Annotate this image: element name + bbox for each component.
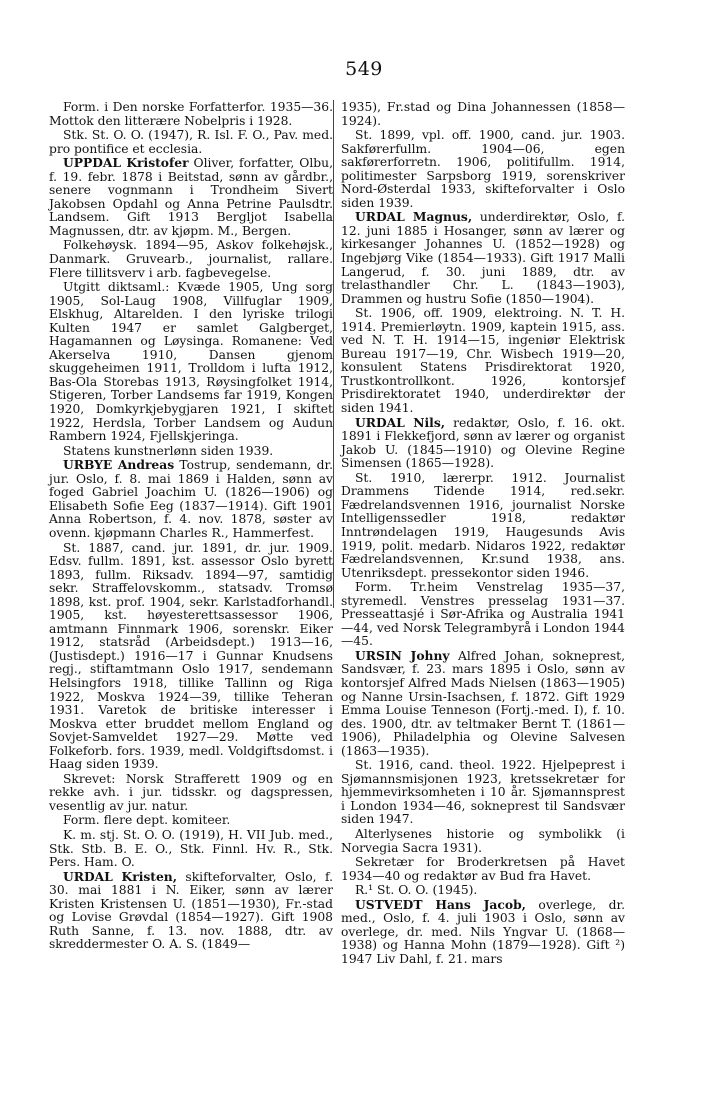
paragraph bbox=[49, 828, 333, 870]
paragraph-text: 1935), Fr.stad og Dina Johannessen (1858—1924). bbox=[341, 100, 625, 128]
entry-name: URSIN Johny bbox=[355, 647, 450, 663]
entry-name: UPPDAL Kristofer bbox=[63, 155, 189, 171]
paragraph bbox=[49, 100, 333, 128]
entry-name: URBYE Andreas bbox=[63, 457, 175, 473]
entry-name: URDAL Kristen, bbox=[63, 868, 178, 884]
paragraph bbox=[341, 128, 625, 210]
paragraph-text: R.¹ St. O. O. (1945). bbox=[355, 883, 478, 898]
paragraph bbox=[49, 280, 333, 444]
paragraph-text: Oliver, forfatter, Olbu, f. 19. febr. 1878 i Beitstad, sønn av gårdbr., senere vognmann i Trondheim Sivert Jakobsen Opdahl og Anna Petrine Paulsdtr. Landsem. Gift 1913 Bergljot Isabella Magnussen, dtr. av kjøpm. M., Bergen. bbox=[49, 156, 333, 238]
entry-name: URDAL Magnus, bbox=[355, 209, 473, 225]
biography-entry bbox=[49, 870, 333, 952]
paragraph bbox=[49, 541, 333, 772]
paragraph-text: underdirektør, Oslo, f. 12. juni 1885 i Hosanger, sønn av lærer og kirkesanger Johannes U. (1852—1928) og Ingebjørg Vike (1854—1933). Gift 1917 Malli Langerud, f. 30. juni 1889, dtr. av trelasthandler Chr. L. (1843—1903), Drammen og hustru Sofie (1850—1904). bbox=[341, 210, 625, 306]
paragraph bbox=[49, 128, 333, 156]
biography-entry bbox=[49, 156, 333, 238]
paragraph-text: Tostrup, sendemann, dr. jur. Oslo, f. 8. mai 1869 i Halden, sønn av foged Gabriel Joachim U. (1826—1906) og Elisabeth Sofie Eeg (1837—1914). Gift 1901 Anna Robertson, f. 4. nov. 1878, søster av ovenn. kjøpmann Charles R., Hammerfest. bbox=[49, 458, 333, 540]
biography-entry bbox=[49, 458, 333, 540]
paragraph-text: redaktør, Oslo, f. 16. okt. 1891 i Flekkefjord, sønn av lærer og organist Jakob U. (1845—1910) og Olevine Regine Simensen (1865—1928). bbox=[341, 415, 625, 471]
entry-name: USTVEDT Hans Jacob, bbox=[355, 896, 526, 912]
paragraph-text: Alfred Johan, sokneprest, Sandsvær, f. 23. mars 1895 i Oslo, sønn av kontorsjef Alfred Mads Nielsen (1863—1905) og Nanne Ursin-Isachsen, f. 1872. Gift 1929 Emma Louise Tenneson (Fortj.-med. I), f. 10. des. 1900, dtr. av teltmaker Bernt T. (1861—1906), Philadelphia og Olevine Salvesen (1863—1935). bbox=[341, 648, 625, 758]
entry-name: URDAL Nils, bbox=[355, 414, 446, 430]
column-divider bbox=[333, 100, 334, 608]
paragraph-text: Stk. St. O. O. (1947), R. Isl. F. O., Pav. med. pro pontifice et ecclesia. bbox=[49, 128, 333, 156]
paragraph bbox=[341, 306, 625, 415]
biography-entry bbox=[341, 210, 625, 306]
paragraph bbox=[49, 238, 333, 280]
paragraph-text: Sekretær for Broderkretsen på Havet 1934—40 og redaktør av Bud fra Havet. bbox=[341, 855, 625, 883]
paragraph-text: St. 1906, off. 1909, elektroing. N. T. H. 1914. Premierløytn. 1909, kaptein 1915, ass. ved N. T. H. 1914—15, ingeniør Elektrisk Bureau 1917—19, Chr. Wisbech 1919—20, konsulent Statens Prisdirektorat 1920, Trustkontrollkont. 1926, kontorsjef Prisdirektoratet 1940, underdirektør der siden 1941. bbox=[341, 306, 625, 416]
paragraph bbox=[49, 813, 333, 828]
paragraph-text: Form. i Den norske Forfatterfor. 1935—36. Mottok den litterære Nobelpris i 1928. bbox=[49, 100, 333, 128]
paragraph-text: Folkehøysk. 1894—95, Askov folkehøjsk., Danmark. Gruvearb., journalist, rallare. Flere tillitsverv i arb. fagbevegelse. bbox=[49, 238, 333, 280]
paragraph-text: St. 1916, cand. theol. 1922. Hjelpeprest i Sjømannsmisjonen 1923, kretssekretær for hjemmevirksomheten i 10 år. Sjømannsprest i London 1934—46, sokneprest til Sandsvær siden 1947. bbox=[341, 758, 625, 827]
paragraph-text: skifteforvalter, Oslo, f. 30. mai 1881 i N. Eiker, sønn av lærer Kristen Kristensen U. (1851—1930), Fr.-stad og Lovise Grøvdal (1854—1927). Gift 1908 Ruth Sanne, f. 13. nov. 1888, dtr. av skreddermester O. A. S. (1849— bbox=[49, 869, 333, 952]
paragraph-text: Skrevet: Norsk Strafferett 1909 og en rekke avh. i jur. tidsskr. og dagspressen, vesentlig av jur. natur. bbox=[49, 771, 333, 813]
paragraph bbox=[341, 580, 625, 649]
paragraph-text: St. 1887, cand. jur. 1891, dr. jur. 1909. Edsv. fullm. 1891, kst. assessor Oslo byrett 1893, fullm. Riksadv. 1894—97, samtidig sekr. Straffelovskomm., statsadv. Tromsø 1898, kst. prof. 1904, sekr. Karlstadforhandl. 1905, kst. høyesterettsassessor 1906, amtmann Finnmark 1906, sorenskr. Eiker 1912, statsråd (Arbeidsdept.) 1913—16, (Justisdept.) 1916—17 i Gunnar Knudsens regj., stiftamtmann Oslo 1917, sendemann Helsingfors 1918, tillike Tallinn og Riga 1922, Moskva 1924—39, tillike Teheran 1931. Varetok de britiske interesser i Moskva etter bruddet mellom England og Sovjet-Samveldet 1927—29. Møtte ved Folkeforb. fors. 1939, medl. Voldgiftsdomst. i Haag siden 1939. bbox=[49, 540, 333, 772]
paragraph bbox=[49, 772, 333, 814]
left-column bbox=[49, 100, 333, 952]
paragraph bbox=[49, 444, 333, 459]
paragraph-text: Statens kunstnerlønn siden 1939. bbox=[63, 443, 274, 458]
paragraph bbox=[341, 855, 625, 883]
paragraph bbox=[341, 883, 625, 898]
paragraph-text: K. m. stj. St. O. O. (1919), H. VII Jub. med., Stk. Stb. B. E. O., Stk. Finnl. Hv. R., Stk. Pers. Ham. O. bbox=[49, 827, 333, 870]
paragraph-text: St. 1910, lærerpr. 1912. Journalist Drammens Tidende 1914, red.sekr. Fædrelandsvennen 1916, journalist Norske Intelligenssedler 1918, redaktør Inntrøndelagen 1919, Haugesunds Avis 1919, polit. medarb. Nidaros 1922, redaktør Fædrelandsvennen, Kr.sund 1938, ans. Utenriksdept. pressekontor siden 1946. bbox=[341, 470, 625, 580]
paragraph bbox=[341, 471, 625, 580]
paragraph-text: Form. flere dept. komiteer. bbox=[63, 813, 231, 828]
paragraph bbox=[341, 100, 625, 128]
biography-entry bbox=[341, 898, 625, 967]
biography-entry bbox=[341, 649, 625, 758]
right-column bbox=[341, 100, 625, 966]
paragraph-text: Utgitt diktsaml.: Kvæde 1905, Ung sorg 1905, Sol-Laug 1908, Villfuglar 1909, Elskhug, Altarelden. I den lyriske trilogi Kulten 1947 er samlet Galgberget, Hagamannen og Løysinga. Romanene: Ved Akerselva 1910, Dansen gjenom skuggeheimen 1911, Trolldom i lufta 1912, Bas-Ola Storebas 1913, Røysingfolket 1914, Stigeren, Torber Landsems far 1919, Kongen 1920, Domkyrkjebygjaren 1921, I skiftet 1922, Herdsla, Torber Landsem og Audun Rambern 1924, Fjellskjeringa. bbox=[49, 280, 333, 444]
page-number: 549 bbox=[345, 58, 383, 80]
paragraph-text: overlege, dr. med., Oslo, f. 4. juli 1903 i Oslo, sønn av overlege, dr. med. Nils Yngvar U. (1868—1938) og Hanna Mohn (1879—1928). Gift ²) 1947 Liv Dahl, f. 21. mars bbox=[341, 897, 625, 966]
paragraph-text: St. 1899, vpl. off. 1900, cand. jur. 1903. Sakførerfullm. 1904—06, egen sakførerforretn. 1906, politifullm. 1914, politimester Sarpsborg 1919, sorenskriver Nord-Østerdal 1933, skifteforvalter i Oslo siden 1939. bbox=[341, 128, 625, 210]
paragraph-text: Form. Tr.heim Venstrelag 1935—37, styremedl. Venstres presselag 1931—37. Presseattasjé i Sør-Afrika og Australia 1941—44, ved Norsk Telegrambyrå i London 1944—45. bbox=[341, 580, 625, 649]
paragraph bbox=[341, 827, 625, 855]
paragraph bbox=[341, 758, 625, 827]
biography-entry bbox=[341, 416, 625, 471]
paragraph-text: Alterlysenes historie og symbolikk (i Norvegia Sacra 1931). bbox=[341, 826, 625, 855]
